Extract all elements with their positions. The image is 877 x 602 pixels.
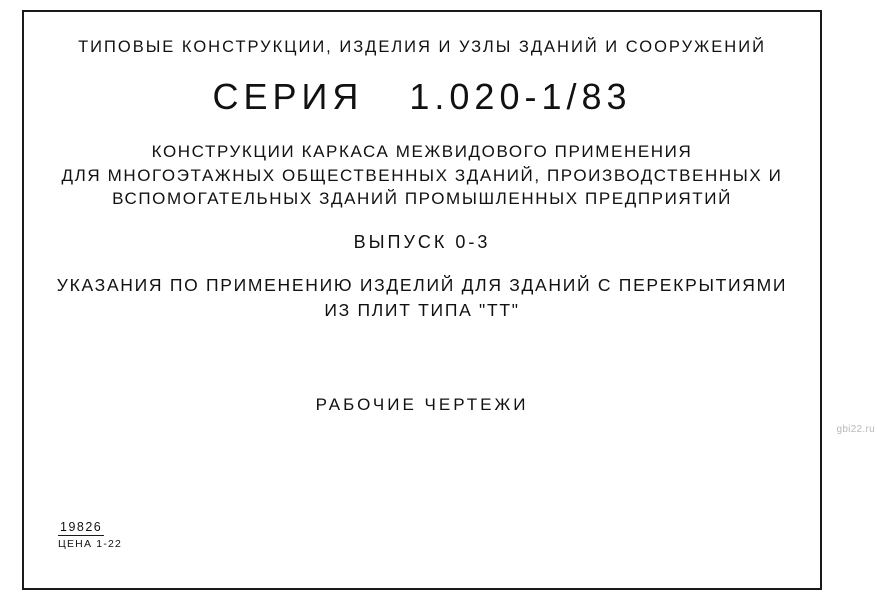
document-type: РАБОЧИЕ ЧЕРТЕЖИ <box>315 395 529 415</box>
series-label: СЕРИЯ <box>212 76 364 118</box>
description-line-1: КОНСТРУКЦИИ КАРКАСА МЕЖВИДОВОГО ПРИМЕНЕНИЯ <box>151 141 693 161</box>
subject-line-2: ИЗ ПЛИТ ТИПА "ТТ" <box>324 299 520 320</box>
description-line-2: ДЛЯ МНОГОЭТАЖНЫХ ОБЩЕСТВЕННЫХ ЗДАНИЙ, ПРОИЗВОДСТВЕННЫХ И <box>61 165 783 185</box>
series-line <box>32 76 812 118</box>
issue-number: ВЫПУСК 0-3 <box>353 232 491 253</box>
document-header: ТИПОВЫЕ КОНСТРУКЦИИ, ИЗДЕЛИЯ И УЗЛЫ ЗДАНИЙ И СООРУЖЕНИЙ <box>78 38 766 56</box>
subject-line-1: УКАЗАНИЯ ПО ПРИМЕНЕНИЮ ИЗДЕЛИЙ ДЛЯ ЗДАНИЙ С ПЕРЕКРЫТИЯМИ <box>56 275 788 296</box>
watermark-text: gbi22.ru <box>836 424 875 435</box>
description-line-3: ВСПОМОГАТЕЛЬНЫХ ЗДАНИЙ ПРОМЫШЛЕННЫХ ПРЕДПРИЯТИЙ <box>112 189 732 209</box>
bottom-left-stamp <box>58 518 122 550</box>
series-number: 1.020-1/83 <box>409 76 632 118</box>
title-page-content <box>32 18 812 578</box>
stamp-price: ЦЕНА 1-22 <box>58 538 123 550</box>
stamp-code: 19826 <box>60 520 103 534</box>
